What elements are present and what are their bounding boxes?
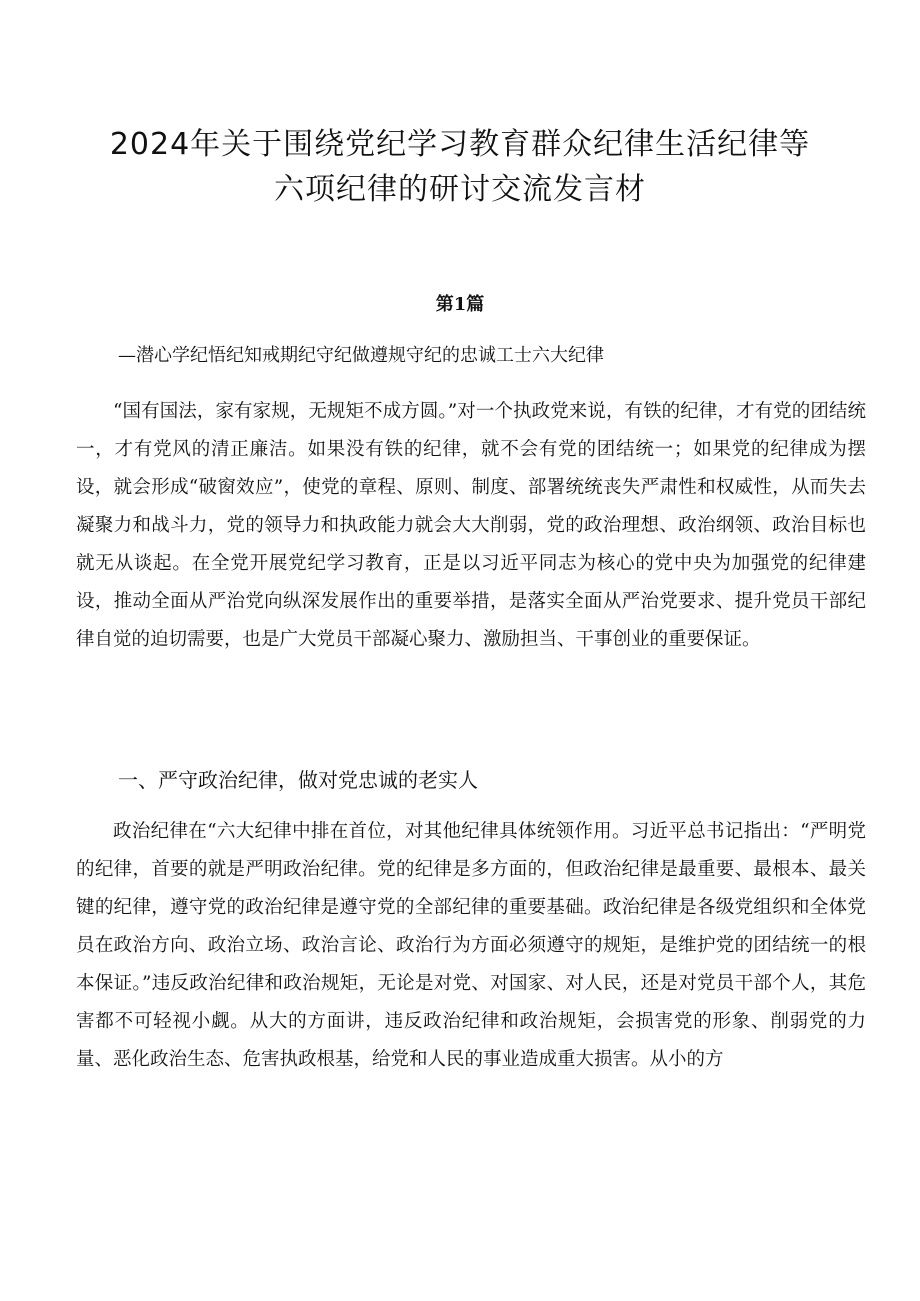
document-title-line-1: 2024年关于围绕党纪学习教育群众纪律生活纪律等 (109, 127, 811, 162)
document-title-line-2: 六项纪律的研讨交流发言材 (274, 172, 646, 207)
paragraph-political-discipline: 政治纪律在“六大纪律中排在首位，对其他纪律具体统领作用。习近平总书记指出：“严明党的纪律，首要的就是严明政治纪律。党的纪律是多方面的，但政治纪律是最重要、最根本、最关键的纪律，遵守党的政治纪律是遵守党的全部纪律的重要基础。政治纪律是各级党组织和全体党员在政治方向、政治立场、政治言论、政治行为方面必须遵守的规矩，是维护党的团结统一的根本保证。”违反政治纪律和政治规矩，无论是对党、对国家、对人民，还是对党员干部个人，其危害都不可轻视小觑。从大的方面讲，违反政治纪律和政治规矩，会损害党的形象、削弱党的力量、恶化政治生态、危害执政根基，给党和人民的事业造成重大损害。从小的方 (76, 821, 866, 1070)
section-heading-political-discipline: 一、严守政治纪律，做对党忠诚的老实人 (118, 768, 478, 792)
subtitle: —潜心学纪悟纪知戒期纪守纪做遵规守纪的忠诚工士六大纪律 (118, 345, 604, 366)
section-number: 第1篇 (435, 294, 485, 315)
paragraph-intro: “国有国法，家有家规，无规矩不成方圆。”对一个执政党来说，有铁的纪律，才有党的团结统一，才有党风的清正廉洁。如果没有铁的纪律，就不会有党的团结统一；如果党的纪律成为摆设，就会形成“破窗效应”，使党的章程、原则、制度、部署统统丧失严肃性和权威性，从而失去凝聚力和战斗力，党的领导力和执政能力就会大大削弱，党的政治理想、政治纲领、政治目标也就无从谈起。在全党开展党纪学习教育，正是以习近平同志为核心的党中央为加强党的纪律建设，推动全面从严治党向纵深发展作出的重要举措，是落实全面从严治党要求、提升党员干部纪律自觉的迫切需要，也是广大党员干部凝心聚力、激励担当、干事创业的重要保证。 (76, 401, 866, 650)
